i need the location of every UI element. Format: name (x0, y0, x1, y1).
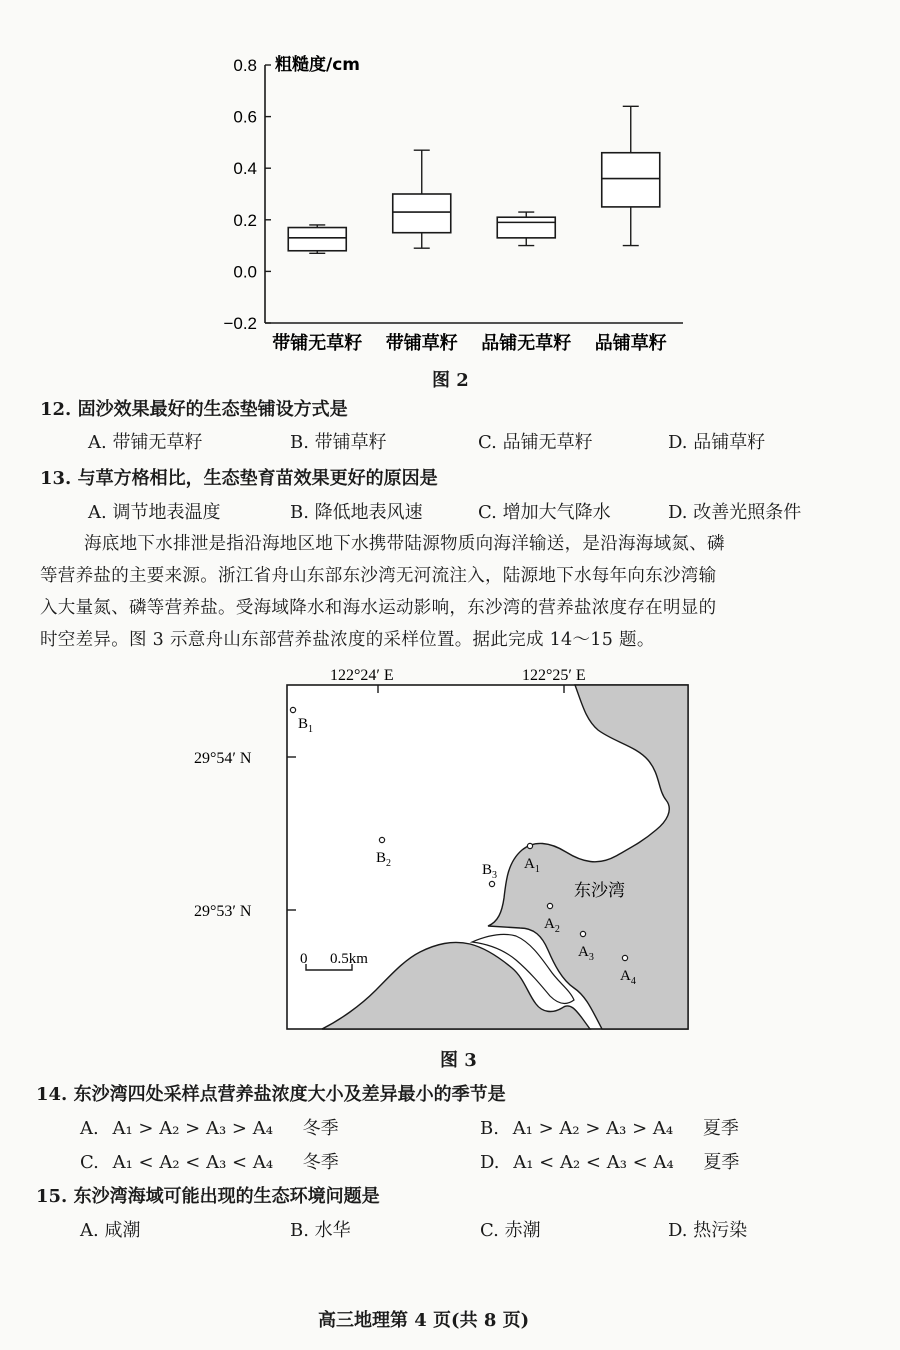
q12-option-a[interactable]: A. 带铺无草籽 (88, 432, 203, 453)
bay-label: 东沙湾 (574, 881, 625, 901)
roughness-boxplot (195, 40, 715, 360)
figure2-caption: 图 2 (432, 370, 469, 391)
q14-stem: 14. 东沙湾四处采样点营养盐浓度大小及差异最小的季节是 (36, 1084, 506, 1105)
box-2 (393, 150, 451, 248)
q15-option-d[interactable]: D. 热污染 (668, 1220, 748, 1241)
q14-b-letter: B. (480, 1118, 499, 1139)
q13-option-b[interactable]: B. 降低地表风速 (290, 502, 423, 523)
box-4 (602, 106, 660, 245)
y-tick-label: 0.8 (233, 56, 257, 75)
y-tick-label: 0.6 (233, 107, 257, 127)
sampling-point-label: $A_3$ (578, 944, 594, 963)
lat-label-1: 29°54′ N (194, 750, 252, 767)
lat-label-2: 29°53′ N (194, 903, 252, 920)
q14-a-season: 冬季 (302, 1118, 339, 1139)
q14-option-b[interactable] (480, 1114, 739, 1140)
q12-option-b[interactable]: B. 带铺草籽 (290, 432, 387, 453)
passage-line-3: 入大量氮、磷等营养盐。受海域降水和海水运动影响，东沙湾的营养盐浓度存在明显的 (40, 598, 717, 618)
q12-option-c[interactable]: C. 品铺无草籽 (478, 432, 593, 453)
chart-categories (272, 332, 667, 354)
sampling-point-marker (580, 931, 585, 936)
chart-ylabel: 粗糙度/cm (275, 55, 360, 75)
q13-option-c[interactable]: C. 增加大气降水 (478, 502, 611, 523)
q14-option-d[interactable] (480, 1148, 739, 1174)
q14-b-season: 夏季 (702, 1118, 739, 1139)
q14-c-expr: A₁ < A₂ < A₃ < A₄ (112, 1152, 274, 1173)
scale-zero: 0 (300, 951, 308, 967)
scale-label: 0.5km (330, 951, 368, 967)
q14-c-season: 冬季 (302, 1152, 339, 1173)
passage-line-2: 等营养盐的主要来源。浙江省舟山东部东沙湾无河流注入，陆源地下水每年向东沙湾输 (40, 566, 717, 586)
sampling-point-label: $A_4$ (620, 968, 636, 987)
q14-d-season: 夏季 (703, 1152, 740, 1173)
box-iqr (602, 153, 660, 207)
y-tick-label: 0.0 (233, 262, 257, 282)
q14-d-letter: D. (480, 1152, 500, 1173)
sampling-point-marker (290, 707, 295, 712)
x-category-label: 带铺草籽 (385, 333, 458, 354)
q14-b-expr: A₁ > A₂ > A₃ > A₄ (512, 1118, 674, 1139)
sampling-point-label: $B_3$ (482, 862, 498, 881)
q15-option-a[interactable]: A. 咸潮 (80, 1220, 141, 1241)
sampling-point-marker (527, 843, 532, 848)
sampling-point-label: $A_2$ (544, 916, 560, 935)
y-tick-label: 0.4 (233, 159, 257, 179)
q13-option-d[interactable]: D. 改善光照条件 (668, 502, 802, 523)
sampling-point-marker (379, 837, 384, 842)
figure3-caption: 图 3 (440, 1050, 477, 1071)
q14-c-letter: C. (80, 1152, 99, 1173)
box-iqr (497, 217, 555, 238)
q15-option-c[interactable]: C. 赤潮 (480, 1220, 541, 1241)
q14-a-letter: A. (80, 1118, 99, 1139)
page-footer: 高三地理第 4 页(共 8 页) (318, 1310, 530, 1331)
q12-option-d[interactable]: D. 品铺草籽 (668, 432, 766, 453)
sampling-point-marker (622, 955, 627, 960)
q13-option-a[interactable]: A. 调节地表温度 (88, 502, 221, 523)
passage-line-1: 海底地下水排泄是指沿海地区地下水携带陆源物质向海洋输送，是沿海海域氮、磷 (84, 534, 725, 554)
lon-label-1: 122°24′ E (330, 667, 394, 684)
box-iqr (288, 228, 346, 251)
y-tick-label: −0.2 (223, 314, 257, 333)
q13-stem: 13. 与草方格相比，生态垫育苗效果更好的原因是 (40, 468, 438, 489)
box-iqr (393, 194, 451, 233)
q15-stem: 15. 东沙湾海域可能出现的生态环境问题是 (36, 1186, 380, 1207)
sampling-point-label: $B_2$ (376, 850, 392, 869)
x-category-label: 品铺无草籽 (481, 333, 572, 354)
box-3 (497, 212, 555, 246)
lon-label-2: 122°25′ E (522, 667, 586, 684)
sampling-point-marker (547, 903, 552, 908)
y-tick-label: 0.2 (233, 210, 257, 230)
sampling-location-map (190, 660, 710, 1040)
x-category-label: 品铺草籽 (594, 333, 667, 354)
sampling-point-label: $B_1$ (298, 716, 314, 735)
sampling-point-label: $A_1$ (524, 856, 540, 875)
q14-option-c[interactable] (80, 1148, 339, 1174)
chart-boxes (288, 106, 660, 253)
box-1 (288, 225, 346, 253)
sampling-point-marker (489, 881, 494, 886)
q14-a-expr: A₁ > A₂ > A₃ > A₄ (112, 1118, 273, 1139)
q15-option-b[interactable]: B. 水华 (290, 1220, 351, 1241)
passage-line-4: 时空差异。图 3 示意舟山东部营养盐浓度的采样位置。据此完成 14～15 题。 (40, 630, 655, 650)
chart-y-ticks (223, 56, 271, 333)
q14-option-a[interactable] (80, 1114, 339, 1140)
q12-stem: 12. 固沙效果最好的生态垫铺设方式是 (40, 399, 348, 420)
x-category-label: 带铺无草籽 (272, 333, 363, 354)
q14-d-expr: A₁ < A₂ < A₃ < A₄ (513, 1152, 674, 1173)
